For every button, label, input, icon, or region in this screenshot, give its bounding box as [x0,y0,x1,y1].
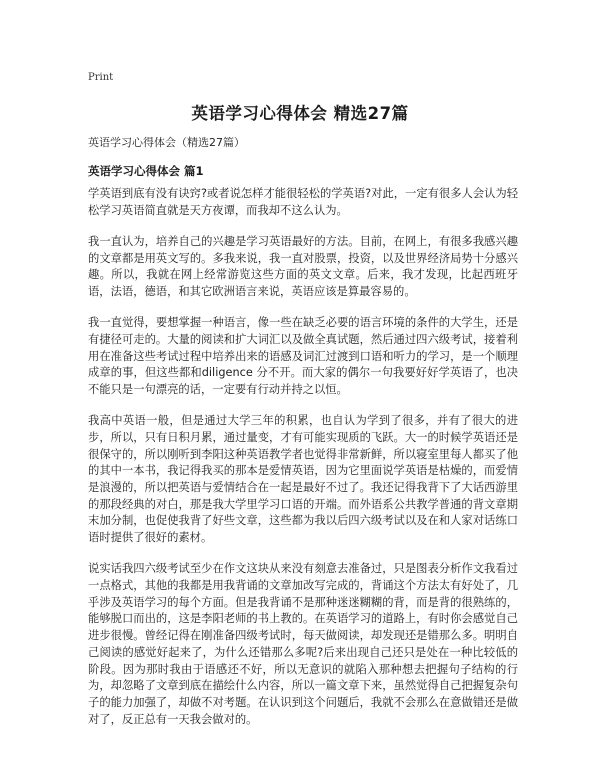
paragraph-1: 学英语到底有没有诀窍?或者说怎样才能很轻松的学英语?对此，一定有很多人会认为轻松学习英语简直就是天方夜谭，而我却不这么认为。 [88,187,518,217]
body-text [88,186,518,743]
document-subtitle: 英语学习心得体会（精选27篇） [88,136,245,149]
paragraph-2: 我一直认为，培养自己的兴趣是学习英语最好的方法。目前，在网上，有很多我感兴趣的文章都是用英文写的。多我来说，我一直对股票，投资，以及世界经济局势十分感兴趣。所以，我就在网上经常游览这些方面的英文文章。后来，我才发现，比起西班牙语，法语，德语，和其它欧洲语言来说，英语应该是算最容易的。 [88,234,518,299]
document-title: 英语学习心得体会 精选27篇 [191,104,409,123]
section-heading: 英语学习心得体会 篇1 [88,164,204,178]
print-label[interactable]: Print [88,72,114,83]
paragraph-4: 我高中英语一般，但是通过大学三年的积累，也自认为学到了很多，并有了很大的进步，所以，只有日积月累，通过量变，才有可能实现质的飞跃。大一的时候学英语还是很保守的，所以刚听到李阳这种英语教学者也觉得非常新鲜，所以寝室里每人都买了他的其中一本书，我记得我买的那本是爱情英语，因为它里面说学英语是枯燥的，而爱情是浪漫的，所以把英语与爱情结合在一起是最好不过了。我还记得我背下了大话西游里的那段经典的对白，那是我大学里学习口语的开端。而外语系公共教学普通的背文章期末加分制，也促使我背了好些文章，这些都为我以后四六级考试以及在和人家对话练口语时提供了很好的素材。 [88,414,518,545]
paragraph-5: 说实话我四六级考试至少在作文这块从来没有刻意去准备过，只是图表分析作文我看过一点格式，其他的我都是用我背诵的文章加改写完成的，背诵这个方法太有好处了，几乎涉及英语学习的每个方面。但是我背诵不是那种迷迷糊糊的背，而是背的很熟练的，能够脱口而出的，这是李阳老师的书上教的。在英语学习的道路上，有时你会感觉自己进步很慢。曾经记得在刚准备四级考试时，每天做阅读，却发现还是错那么多。明明自己阅读的感觉好起来了，为什么还错那么多呢?后来出现自己还只是处在一种比较低的阶段。因为那时我由于语感还不好，所以无意识的就陷入那种想去把握句子结构的行为，却忽略了文章到底在描绘什么内容，所以一篇文章下来，虽然觉得自己把握复杂句子的能力加强了，却做不对考题。在认识到这个问题后，我就不会那么在意做错还是做对了，反正总有一天我会做对的。 [88,562,518,726]
paragraph-3: 我一直觉得，要想掌握一种语言，像一些在缺乏必要的语言环境的条件的大学生，还是有捷径可走的。大量的阅读和扩大词汇以及做全真试题，然后通过四六级考试，接着利用在准备这些考试过程中培养出来的语感及词汇过渡到口语和听力的学习，是一个顺理成章的事，但这些都和diligence 分不开。而大家的偶尔一句我要好好学英语了，也决不能只是一句漂亮的话，一定要有行动并持之以恒。 [88,316,518,397]
